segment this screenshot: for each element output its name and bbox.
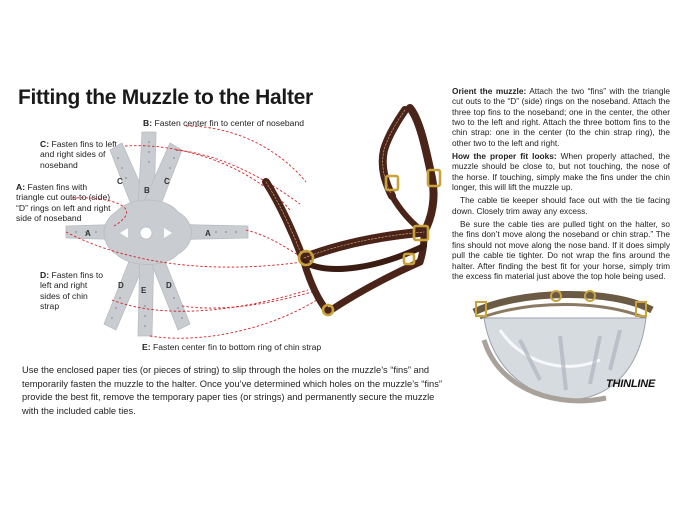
instructions-column bbox=[452, 86, 670, 284]
tie-paragraph: The cable tie keeper should face out with the tie facing down. Closely trim away any excess. bbox=[452, 195, 670, 216]
muzzle-center-hole bbox=[140, 227, 152, 239]
fit-paragraph: How the proper fit looks: When properly attached, the muzzle should be close to, but not touching, the nose of the horse. If touching, simply make the fins under the chin longer, this will lift the muzzle up. bbox=[452, 151, 671, 193]
fin-letter-e: E bbox=[141, 286, 147, 295]
fin-letter-d-left: D bbox=[118, 281, 124, 290]
fin-letter-a-right: A bbox=[205, 229, 211, 238]
label-d: D: Fasten fins to left and right sides of chin strap bbox=[40, 270, 104, 312]
page-title: Fitting the Muzzle to the Halter bbox=[18, 86, 313, 109]
label-e: E: Fasten center fin to bottom ring of chin strap bbox=[142, 342, 322, 352]
fin-letter-a-left: A bbox=[85, 229, 91, 238]
bottom-instructions: Use the enclosed paper ties (or pieces of string) to slip through the holes on the muzzle’s “fins” and temporarily fasten the muzzle to the halter. Once you’ve determined which holes on the muzzle’s “fins” provide the best fit, remove the temporary paper ties (or strings) and permanently secure the muzzle with the included cable ties. bbox=[22, 365, 442, 416]
label-a: A: Fasten fins with triangle cut outs to (side) “D” rings on left and right side of noseband bbox=[16, 182, 111, 224]
muzzle-diagram bbox=[66, 132, 248, 336]
halter-drawing bbox=[266, 108, 434, 312]
fin-letter-b: B bbox=[144, 186, 150, 195]
label-c: C: Fasten fins to left and right sides of noseband bbox=[40, 139, 117, 170]
fin-letter-c-left: C bbox=[117, 177, 123, 186]
thinline-logo: THINLINE bbox=[606, 378, 656, 390]
cable-paragraph: Be sure the cable ties are pulled tight on the halter, so the fins don’t move along the noseband or chin strap.” The fins should not move along the nose band. If it does simply pull the cable tie tighter. Do not wrap the fins around the halter. After finding the best fit for your horse, simply trim the excess fin material just above the top hole being used. bbox=[452, 219, 670, 281]
fin-letter-c-right: C bbox=[164, 177, 170, 186]
fin-letter-d-right: D bbox=[166, 281, 172, 290]
label-b: B: Fasten center fin to center of noseband bbox=[143, 118, 304, 128]
orient-paragraph: Orient the muzzle: Attach the two “fins” with the triangle cut outs to the “D” (side) rings on the noseband. Attach the three top fins to the noseband; one in the center, the other two to the left and right. Attach the three bottom fins to the chin strap: one in the center (to the chin strap ring), the other two to the left and right. bbox=[452, 86, 670, 148]
